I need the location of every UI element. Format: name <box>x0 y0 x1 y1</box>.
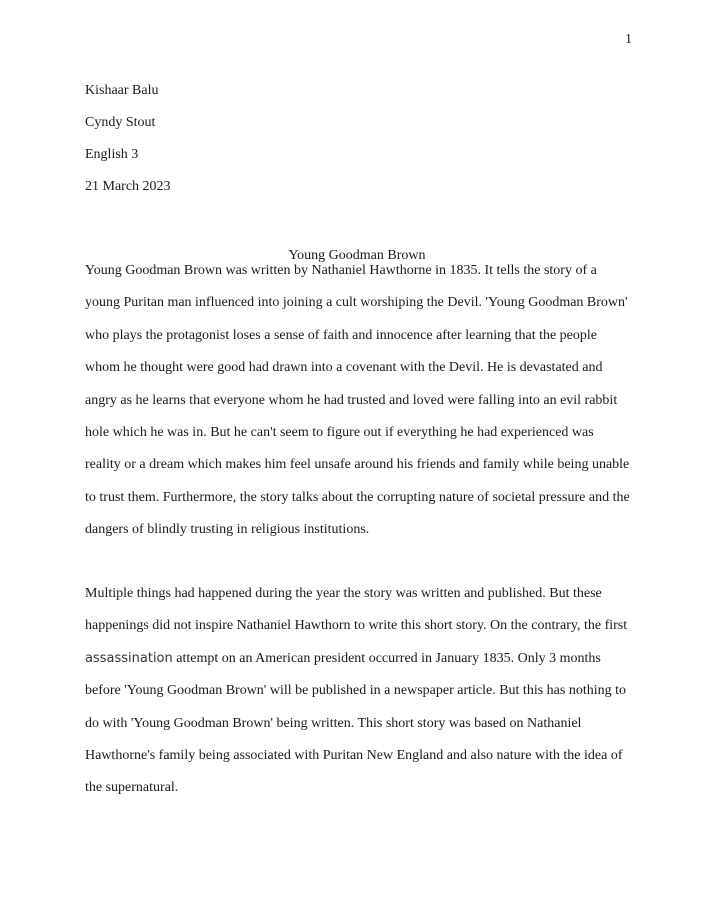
paragraph-line: reality or a dream which makes him feel unsafe around his friends and family while being unable <box>85 457 630 473</box>
paragraph-line: whom he thought were good had drawn into a covenant with the Devil. He is devastated and <box>85 360 603 376</box>
instructor-name: Cyndy Stout <box>85 115 156 130</box>
author-name: Kishaar Balu <box>85 83 159 98</box>
paragraph-1 <box>85 263 645 555</box>
paragraph-line: before 'Young Goodman Brown' will be published in a newspaper article. But this has nothing to <box>85 683 626 699</box>
paragraph-2 <box>85 586 645 813</box>
paragraph-line: happenings did not inspire Nathaniel Hawthorn to write this short story. On the contrary, the first <box>85 618 628 634</box>
paragraph-line: Multiple things had happened during the year the story was written and published. But these <box>85 586 602 601</box>
paragraph-line: hole which he was in. But he can't seem to figure out if everything he had experienced was <box>85 424 594 440</box>
mla-header <box>85 83 171 211</box>
paragraph-line: to trust them. Furthermore, the story talks about the corrupting nature of societal pressure and the <box>85 489 630 505</box>
paragraph-line: Young Goodman Brown was written by Nathaniel Hawthorne in 1835. It tells the story of a <box>85 263 597 278</box>
course-name: English 3 <box>85 147 139 162</box>
paragraph-line-mixed-font <box>85 651 645 683</box>
paragraph-line: dangers of blindly trusting in religious institutions. <box>85 522 370 538</box>
page-number: 1 <box>625 32 632 47</box>
paragraph-line: Hawthorne's family being associated with Puritan New England and also nature with the idea of <box>85 747 623 763</box>
essay-title: Young Goodman Brown <box>288 248 426 263</box>
paragraph-line: angry as he learns that everyone whom he had trusted and loved were falling into an evil rabbit <box>85 392 618 408</box>
paragraph-line: who plays the protagonist loses a sense of faith and innocence after learning that the people <box>85 327 597 343</box>
paragraph-line: the supernatural. <box>85 780 179 796</box>
date: 21 March 2023 <box>85 179 171 194</box>
paragraph-line-rest: attempt on an American president occurred in January 1835. Only 3 months <box>172 650 601 666</box>
sans-serif-word: assassination <box>85 650 173 666</box>
paragraph-line: do with 'Young Goodman Brown' being written. This short story was based on Nathaniel <box>85 715 582 731</box>
paragraph-line: young Puritan man influenced into joining a cult worshiping the Devil. 'Young Goodman Brown' <box>85 295 628 311</box>
